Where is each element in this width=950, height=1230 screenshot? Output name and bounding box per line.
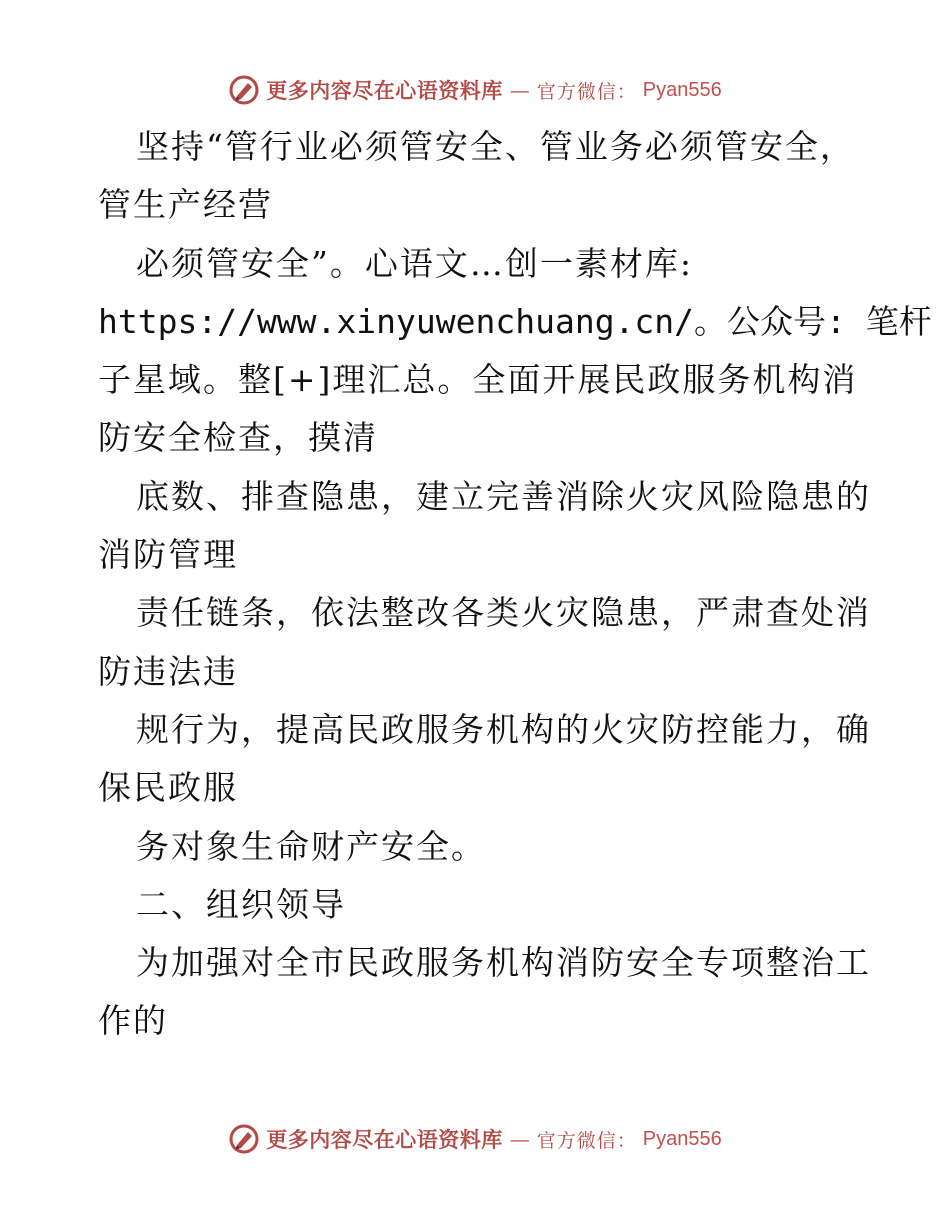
watermark-brand: 更多内容尽在心语资料库 (266, 78, 503, 103)
text-line: 消防管理 (98, 535, 238, 575)
text-line: 底数、排查隐患，建立完善消除火灾风险隐患的 (136, 476, 871, 516)
text-line: 规行为，提高民政服务机构的火灾防控能力，确 (136, 709, 871, 749)
text-line: 子星域。整[+]理汇总。全面开展民政服务机构消 (98, 360, 858, 400)
document-body (98, 118, 932, 1051)
watermark-dash: — (509, 78, 530, 102)
text-line: 管生产经营 (98, 185, 273, 225)
watermark-label: 官方微信： (536, 80, 637, 103)
watermark-id: Pyan556 (642, 78, 722, 101)
watermark-brand: 更多内容尽在心语资料库 (266, 1127, 503, 1152)
section-heading: 二、组织领导 (136, 884, 346, 924)
watermark-id: Pyan556 (642, 1127, 722, 1150)
text-line: 务对象生命财产安全。 (136, 826, 486, 866)
watermark-label: 官方微信： (536, 1129, 637, 1152)
text-line: 必须管安全”。心语文…创一素材库: (136, 243, 693, 283)
text-line-url: https://www.xinyuwenchuang.cn/。公众号: 笔杆 (98, 301, 932, 341)
text-line: 坚持“管行业必须管安全、管业务必须管安全， (136, 127, 855, 166)
watermark-dash: — (509, 1127, 530, 1151)
text-line: 防安全检查，摸清 (98, 418, 378, 458)
pen-logo-icon (228, 1123, 260, 1155)
text-line: 保民政服 (98, 768, 238, 808)
text-line: 防违法违 (98, 651, 238, 691)
footer-watermark (0, 1119, 950, 1159)
text-line: 责任链条，依法整改各类火灾隐患，严肃查处消 (136, 593, 871, 633)
header-watermark (0, 70, 950, 110)
text-line: 为加强对全市民政服务机构消防安全专项整治工 (136, 943, 871, 983)
text-line: 作的 (98, 1001, 168, 1041)
pen-logo-icon (228, 74, 260, 106)
